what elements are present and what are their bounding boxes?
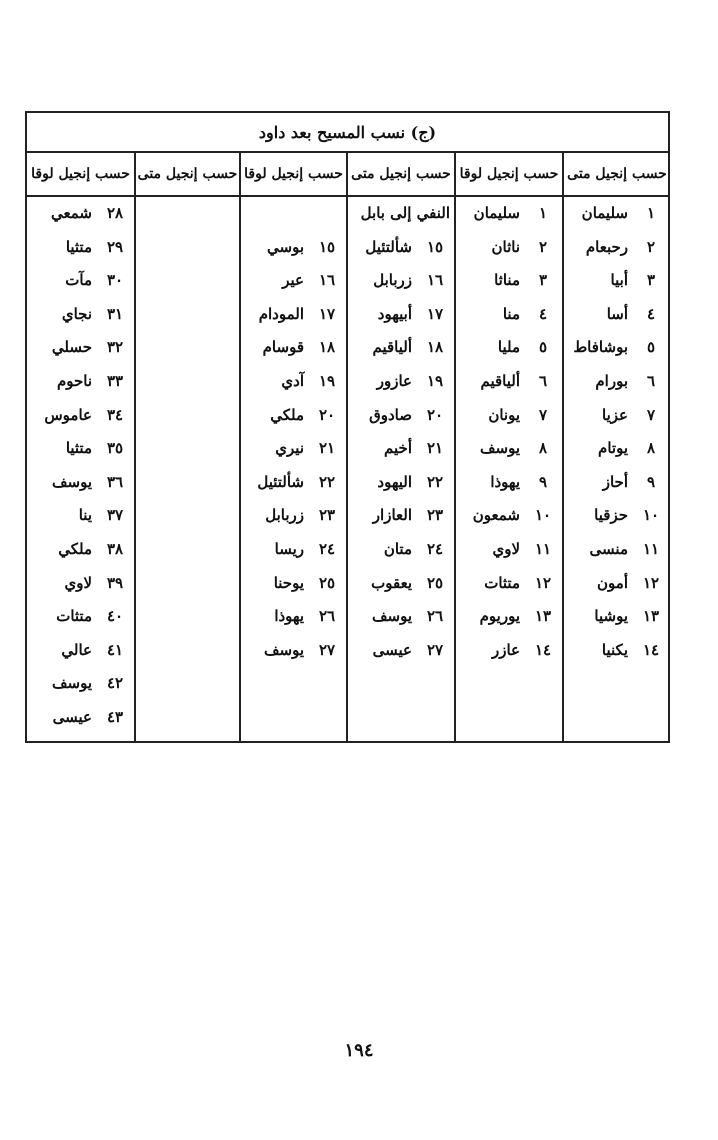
entry-name: يعقوب: [371, 573, 412, 592]
entry-number: ٥: [646, 338, 656, 357]
entry-number: ١٩: [318, 372, 336, 390]
entry-number: ٣٨: [106, 540, 124, 558]
entry-number: ١٤: [534, 640, 552, 659]
column-divider: [239, 151, 241, 741]
entry-number: ٤٠: [106, 607, 124, 626]
entry-name: عير: [282, 271, 304, 290]
entry-name: ريسا: [274, 540, 304, 558]
entry-name: متثيا: [65, 237, 92, 256]
entry-name: بوشافاط: [573, 338, 628, 357]
entry-name: متثات: [56, 607, 92, 626]
entry-name: لاوي: [64, 573, 92, 592]
entry-number: ٤٣: [106, 708, 124, 726]
entry-name: شمعون: [472, 506, 520, 525]
entry-number: ٢١: [426, 439, 444, 458]
genealogy-table: [25, 111, 670, 743]
entry-number: ١٥: [318, 237, 336, 256]
entry-name: سليمان: [581, 204, 628, 222]
entry-name: زربابل: [373, 271, 412, 290]
entry-number: ٩: [538, 472, 548, 491]
entry-number: ٢٧: [318, 640, 336, 659]
entry-name: شألتئيل: [365, 237, 412, 256]
entry-number: ٢٤: [318, 540, 336, 558]
entry-name: يوتام: [598, 439, 628, 458]
entry-name: سليمان: [473, 204, 520, 222]
column-header: حسب إنجيل لوقا: [459, 166, 559, 182]
entry-number: ٥: [538, 338, 548, 357]
entry-name: عزيا: [602, 405, 628, 424]
entry-number: ٣: [646, 271, 656, 290]
entry-name: يهوذا: [490, 472, 520, 491]
entry-name: مناثا: [494, 271, 520, 290]
entry-name: يوشيا: [594, 607, 628, 626]
entry-number: ١٨: [426, 338, 444, 357]
entry-number: ٣٠: [106, 271, 124, 290]
entry-name: لاوي: [492, 540, 520, 558]
entry-name: أسا: [606, 304, 628, 323]
entry-number: ٢: [646, 237, 656, 256]
entry-number: ٢٨: [106, 204, 124, 222]
entry-name: شألتئيل: [257, 472, 304, 491]
entry-name: منا: [502, 304, 520, 323]
entry-name: رحبعام: [585, 237, 628, 256]
entry-name: منسى: [589, 540, 628, 558]
entry-number: ٢١: [318, 439, 336, 458]
entry-name: نيري: [275, 439, 304, 458]
entry-number: ٣٢: [106, 338, 124, 357]
entry-number: ١٣: [534, 607, 552, 626]
entry-name: يوسف: [51, 472, 92, 491]
entry-number: ٦: [538, 372, 548, 390]
entry-name: اليهود: [377, 472, 412, 491]
entry-name: آدي: [281, 372, 304, 390]
entry-number: ١٩: [426, 372, 444, 390]
entry-number: ٣: [538, 271, 548, 290]
entry-number: ٢: [538, 237, 548, 256]
entry-number: ٩: [646, 472, 656, 491]
entry-number: ٢٣: [318, 506, 336, 525]
entry-name: بوسي: [267, 237, 304, 256]
entry-number: ١٧: [426, 304, 444, 323]
entry-name: أخيم: [384, 439, 412, 458]
entry-name: المودام: [258, 304, 304, 323]
entry-name: مليا: [497, 338, 520, 357]
entry-name: ألياقيم: [372, 338, 412, 357]
entry-name: أحاز: [602, 472, 628, 491]
entry-number: ١٧: [318, 304, 336, 323]
entry-name: أبيا: [610, 271, 628, 290]
entry-number: ٢٩: [106, 237, 124, 256]
page-number: ١٩٤: [344, 1040, 374, 1061]
entry-name: يوسف: [263, 640, 304, 659]
entry-number: ٧: [646, 405, 656, 424]
entry-number: ١: [646, 204, 656, 222]
entry-number: ٨: [646, 439, 656, 458]
entry-number: ٢٦: [426, 607, 444, 626]
column-divider: [134, 151, 136, 741]
entry-name: ملكي: [270, 405, 304, 424]
column-header: حسب إنجيل لوقا: [31, 166, 130, 182]
entry-name: يونان: [488, 405, 520, 424]
entry-name: متثيا: [65, 439, 92, 458]
entry-number: ١٠: [642, 506, 660, 525]
entry-number: ٣٣: [106, 372, 124, 390]
entry-name: ناحوم: [56, 372, 92, 390]
entry-name: مآت: [65, 271, 92, 290]
entry-number: ٤١: [106, 640, 124, 659]
entry-name: عيسى: [52, 708, 92, 726]
entry-name: ألياقيم: [480, 372, 520, 390]
column-header: حسب إنجيل متى: [567, 166, 667, 182]
entry-number: ٢٥: [318, 573, 336, 592]
entry-number: ٧: [538, 405, 548, 424]
entry-number: ٢٠: [426, 405, 444, 424]
entry-name: عالي: [61, 640, 92, 659]
entry-name: عاموس: [44, 405, 92, 424]
entry-number: ١: [538, 204, 548, 222]
entry-number: ٣٧: [106, 506, 124, 525]
entry-name: عيسى: [372, 640, 412, 659]
entry-name: يوسف: [371, 607, 412, 626]
entry-number: ١٢: [642, 573, 660, 592]
entry-number: ٢٤: [426, 540, 444, 558]
entry-name: زربابل: [265, 506, 304, 525]
entry-name: بورام: [595, 372, 628, 390]
entry-number: ٢٢: [426, 472, 444, 491]
entry-name: متان: [383, 540, 412, 558]
entry-name: متثات: [484, 573, 520, 592]
entry-number: ٢٣: [426, 506, 444, 525]
entry-number: ٣٤: [106, 405, 124, 424]
entry-name: عازور: [376, 372, 412, 390]
entry-number: ١٠: [534, 506, 552, 525]
entry-number: ١٨: [318, 338, 336, 357]
entry-name: يوحنا: [273, 573, 304, 592]
entry-number: ١١: [534, 540, 552, 558]
entry-number: ٢٥: [426, 573, 444, 592]
entry-number: ٢٢: [318, 472, 336, 491]
entry-number: ١٢: [534, 573, 552, 592]
entry-name: صادوق: [369, 405, 412, 424]
column-header: حسب إنجيل متى: [351, 166, 451, 182]
entry-name: ملكي: [58, 540, 92, 558]
column-divider: [346, 151, 348, 741]
entry-number: ١٦: [318, 271, 336, 290]
column-header: حسب إنجيل متى: [137, 166, 238, 182]
entry-name: يوسف: [479, 439, 520, 458]
entry-number: ١٥: [426, 237, 444, 256]
entry-number: ٤٢: [106, 674, 124, 693]
entry-name: أمون: [597, 573, 628, 592]
entry-name: يهوذا: [274, 607, 304, 626]
column-divider: [562, 151, 564, 741]
entry-number: ١٦: [426, 271, 444, 290]
entry-name: يوريوم: [479, 607, 520, 626]
entry-name: حسلي: [51, 338, 92, 357]
entry-name: يكنيا: [601, 640, 628, 659]
entry-number: ٤: [538, 304, 548, 323]
entry-name: نجاي: [61, 304, 92, 323]
entry-number: ٨: [538, 439, 548, 458]
entry-number: ٢٧: [426, 640, 444, 659]
entry-number: ٢٦: [318, 607, 336, 626]
exile-note: النفي إلى بابل: [360, 204, 450, 222]
entry-number: ٣١: [106, 304, 124, 323]
entry-number: ٣٦: [106, 472, 124, 491]
entry-name: ينا: [78, 506, 92, 525]
entry-number: ٣٩: [106, 573, 124, 592]
entry-number: ١٤: [642, 640, 660, 659]
column-divider: [454, 151, 456, 741]
entry-number: ٣٥: [106, 439, 124, 458]
entry-number: ١٣: [642, 607, 660, 626]
entry-name: يوسف: [51, 674, 92, 693]
entry-name: أبيهود: [377, 304, 412, 323]
entry-name: عازر: [491, 640, 520, 659]
entry-name: شمعي: [51, 204, 92, 222]
entry-number: ٦: [646, 372, 656, 390]
entry-name: حزقيا: [594, 506, 628, 525]
entry-number: ٤: [646, 304, 656, 323]
entry-name: قوسام: [262, 338, 304, 357]
table-title: (ج) نسب المسيح بعد داود: [258, 123, 437, 142]
entry-name: ناثان: [491, 237, 520, 256]
column-header: حسب إنجيل لوقا: [244, 166, 343, 182]
entry-number: ١١: [642, 540, 660, 558]
entry-number: ٢٠: [318, 405, 336, 424]
entry-name: العازار: [372, 506, 412, 525]
